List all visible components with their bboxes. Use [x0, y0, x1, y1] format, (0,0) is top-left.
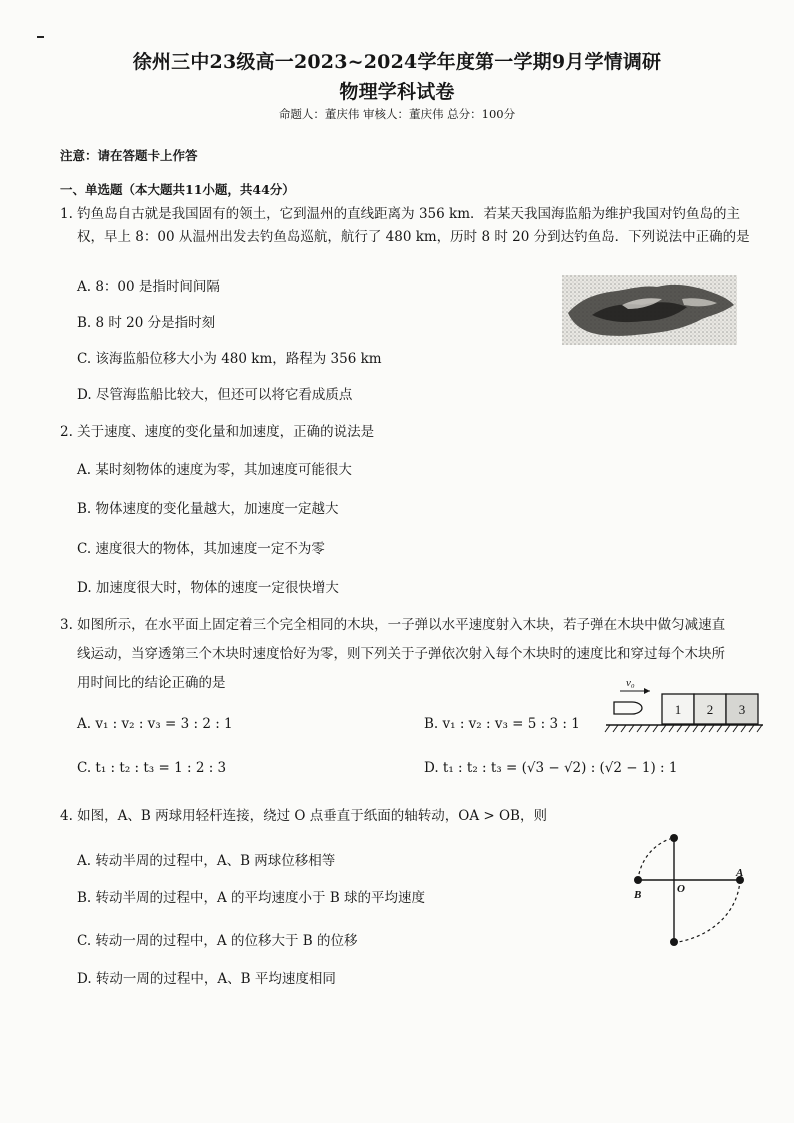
exam-title: 徐州三中23级高一2023~2024学年度第一学期9月学情调研 [132, 51, 662, 73]
q1-option-b: B. 8 时 20 分是指时刻 [77, 315, 216, 331]
q1-option-c: C. 该海监船位移大小为 480 km，路程为 356 km [77, 351, 382, 367]
exam-meta: 命题人：董庆伟 审核人：董庆伟 总分：100分 [278, 107, 516, 121]
q4-option-b: B. 转动半周的过程中，A 的平均速度小于 B 球的平均速度 [77, 890, 426, 906]
block-1-label: 1 [674, 702, 682, 717]
q2-option-c: C. 速度很大的物体，其加速度一定不为零 [77, 541, 325, 557]
path-arc-a [678, 880, 740, 942]
notice: 注意：请在答题卡上作答 [60, 148, 198, 163]
bullet-shape [614, 702, 642, 714]
q2-option-a: A. 某时刻物体的速度为零，其加速度可能很大 [77, 462, 352, 478]
label-a: A [736, 867, 744, 879]
exam-subtitle: 物理学科试卷 [339, 81, 455, 103]
q2-option-b: B. 物体速度的变化量越大，加速度一定越大 [77, 501, 339, 517]
block-3-label: 3 [738, 702, 746, 717]
q3-option-a: A. v₁ : v₂ : v₃ = 3 : 2 : 1 [77, 716, 233, 732]
block-2-label: 2 [706, 702, 714, 717]
label-o: O [677, 883, 685, 895]
section-heading: 一、单选题（本大题共11小题，共44分） [60, 182, 295, 197]
q4-option-a: A. 转动半周的过程中，A、B 两球位移相等 [77, 853, 336, 869]
question-3-line-3: 用时间比的结论正确的是 [77, 675, 226, 691]
label-b: B [634, 889, 642, 901]
q1-option-a: A. 8：00 是指时间间隔 [77, 279, 220, 295]
ground-hatching [605, 725, 762, 732]
question-1-line-1: 1. 钓鱼岛自古就是我国固有的领土，它到温州的直线距离为 356 km．若某天我国海监船为维护我国对钓鱼岛的主 [60, 206, 741, 222]
q4-option-c: C. 转动一周的过程中，A 的位移大于 B 的位移 [77, 933, 358, 949]
bullet-blocks-figure [598, 674, 773, 736]
question-3-line-2: 线运动，当穿透第三个木块时速度恰好为零，则下列关于子弹依次射入每个木块时的速度比和穿过每个木块所 [77, 646, 725, 662]
margin-mark [37, 36, 44, 38]
ball-top [670, 834, 678, 842]
q3-option-c: C. t₁ : t₂ : t₃ = 1 : 2 : 3 [77, 760, 227, 776]
q1-option-d: D. 尽管海监船比较大，但还可以将它看成质点 [77, 387, 353, 403]
question-1 [60, 203, 760, 249]
rotating-rod-figure [626, 832, 756, 954]
q3-option-d: D. t₁ : t₂ : t₃ = (√3 − √2) : (√2 − 1) : 1 [424, 760, 678, 776]
q3-option-b: B. v₁ : v₂ : v₃ = 5 : 3 : 1 [424, 716, 580, 732]
velocity-arrowhead [644, 688, 650, 694]
q2-option-d: D. 加速度很大时，物体的速度一定很快增大 [77, 580, 339, 596]
question-3-line-1: 3. 如图所示，在水平面上固定着三个完全相同的木块，一子弹以水平速度射入木块，若子弹在木块中做匀减速直 [60, 617, 726, 633]
question-2: 2. 关于速度、速度的变化量和加速度，正确的说法是 [60, 424, 375, 440]
q4-option-d: D. 转动一周的过程中，A、B 平均速度相同 [77, 971, 336, 987]
ball-b [634, 876, 642, 884]
ball-bottom [670, 938, 678, 946]
question-4: 4. 如图，A、B 两球用轻杆连接，绕过 O 点垂直于纸面的轴转动，OA > OB，则 [60, 808, 547, 824]
v0-label: v₀ [626, 677, 635, 689]
path-arc-b [638, 839, 670, 880]
question-1-line-2: 权，早上 8：00 从温州出发去钓鱼岛巡航，航行了 480 km，历时 8 时 20 分到达钓鱼岛．下列说法中正确的是 [77, 229, 750, 245]
island-photo [562, 275, 737, 345]
